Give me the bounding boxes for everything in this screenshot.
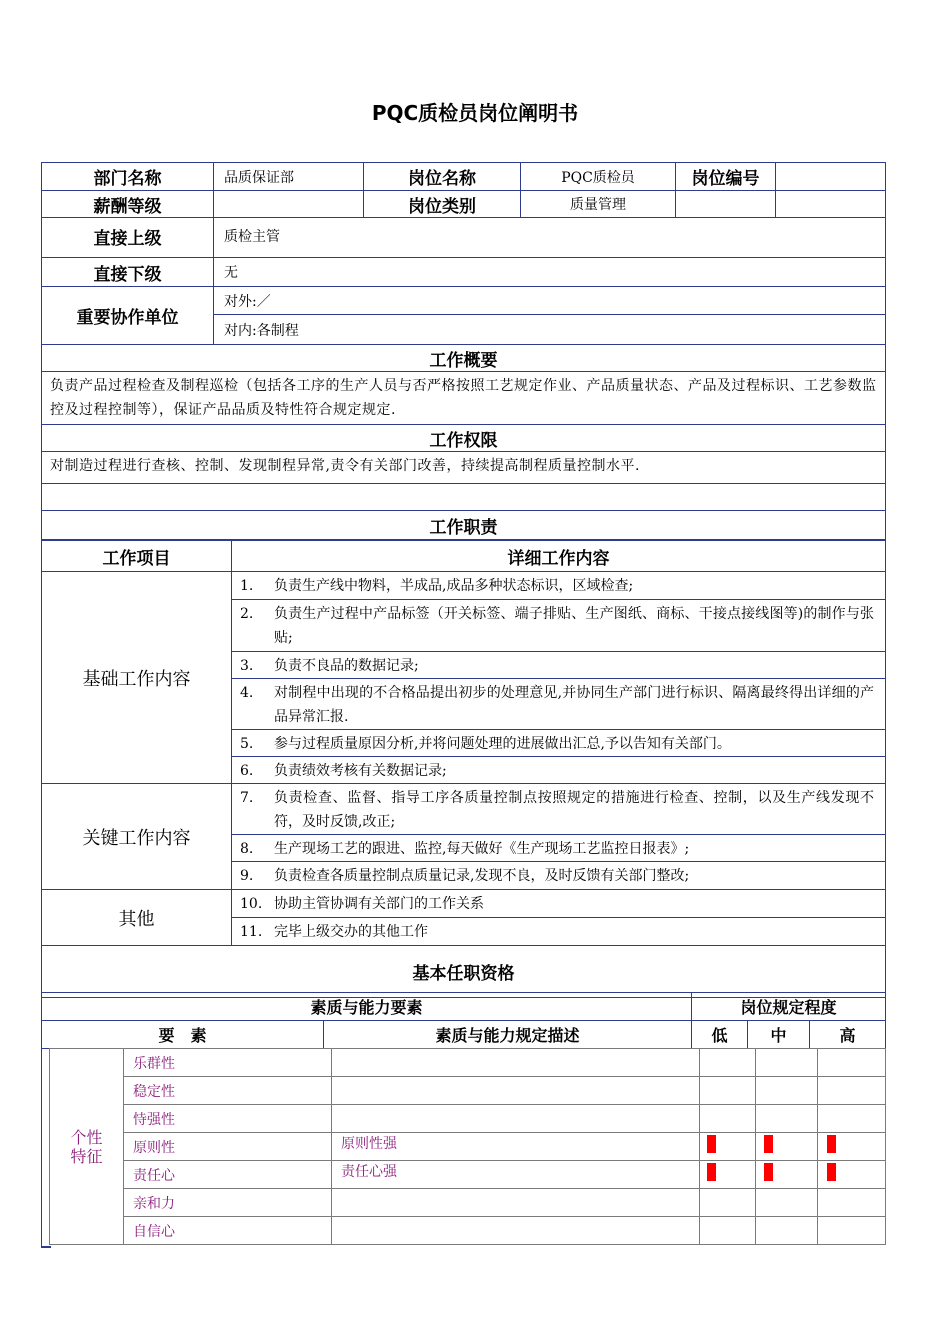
duty-item: 11. 完毕上级交办的其他工作 [232, 918, 886, 946]
element-desc [332, 1189, 700, 1217]
personality-table [49, 1048, 886, 1245]
coop-label: 重要协作单位 [42, 287, 214, 345]
degree-mark [827, 1135, 836, 1153]
dept-label: 部门名称 [42, 163, 214, 191]
coop-external: 对外:／ [214, 287, 886, 315]
col-element: 要 素 [42, 1021, 324, 1049]
col-high: 高 [810, 1021, 886, 1049]
degree-mark [764, 1135, 773, 1153]
col-ability: 素质与能力要素 [42, 993, 692, 1021]
post-name-value: PQC质检员 [521, 163, 676, 191]
coop-internal: 对内:各制程 [214, 315, 886, 345]
element-name: 乐群性 [124, 1049, 332, 1077]
duty-item: 2. 负责生产过程中产品标签（开关标签、端子排贴、生产图纸、商标、干接点接线图等)的制作与张贴; [232, 600, 886, 652]
overview-title: 工作概要 [42, 345, 886, 372]
group-other: 其他 [42, 890, 232, 946]
blank-row [42, 484, 886, 511]
qualifications-title: 基本任职资格 [42, 946, 886, 998]
duties-title: 工作职责 [42, 511, 886, 540]
element-name: 自信心 [124, 1217, 332, 1245]
post-type-label: 岗位类别 [364, 191, 521, 218]
post-no-label: 岗位编号 [676, 163, 776, 191]
duty-item: 4. 对制程中出现的不合格品提出初步的处理意见,并协同生产部门进行标识、隔离最终得出详细的产品异常汇报. [232, 679, 886, 730]
subordinate-value: 无 [214, 258, 886, 287]
element-desc [332, 1049, 700, 1077]
salary-value [214, 191, 364, 218]
col-work-detail: 详细工作内容 [232, 541, 886, 572]
degree-mark [764, 1163, 773, 1181]
element-desc [332, 1105, 700, 1133]
duty-item: 9. 负责检查各质量控制点质量记录,发现不良，及时反馈有关部门整改; [232, 862, 886, 890]
superior-label: 直接上级 [42, 218, 214, 258]
duties-table [41, 540, 886, 998]
superior-value: 质检主管 [214, 218, 886, 258]
col-degree: 岗位规定程度 [692, 993, 886, 1021]
post-no-value [776, 163, 886, 191]
page-title: PQC质检员岗位阐明书 [371, 101, 579, 125]
group-basic: 基础工作内容 [42, 572, 232, 784]
qualifications-header [41, 992, 886, 1049]
authority-text: 对制造过程进行查核、控制、发现制程异常,责令有关部门改善，持续提高制程质量控制水平. [42, 452, 886, 484]
post-name-label: 岗位名称 [364, 163, 521, 191]
duty-item: 7. 负责检查、监督、指导工序各质量控制点按照规定的措施进行检查、控制，以及生产线发现不符，及时反馈,改正; [232, 784, 886, 835]
duty-item: 6. 负责绩效考核有关数据记录; [232, 757, 886, 784]
dept-value: 品质保证部 [214, 163, 364, 191]
subordinate-label: 直接下级 [42, 258, 214, 287]
overview-text: 负责产品过程检查及制程巡检（包括各工序的生产人员与否严格按照工艺规定作业、产品质量状态、产品及过程标识、工艺参数监控及过程控制等），保证产品品质及特性符合规定规定. [42, 372, 886, 425]
duty-item: 1. 负责生产线中物料，半成品,成品多种状态标识，区域检查; [232, 572, 886, 600]
col-mid: 中 [748, 1021, 810, 1049]
degree-mark [707, 1135, 716, 1153]
duty-item: 8. 生产现场工艺的跟进、监控,每天做好《生产现场工艺监控日报表》; [232, 835, 886, 862]
degree-mark [827, 1163, 836, 1181]
duty-item: 5. 参与过程质量原因分析,并将问题处理的进展做出汇总,予以告知有关部门。 [232, 730, 886, 757]
element-desc: 原则性强 [332, 1133, 700, 1161]
element-desc: 责任心强 [332, 1161, 700, 1189]
duty-item: 3. 负责不良品的数据记录; [232, 652, 886, 679]
group-personality: 个性 特征 [50, 1049, 124, 1245]
salary-label: 薪酬等级 [42, 191, 214, 218]
col-desc: 素质与能力规定描述 [324, 1021, 692, 1049]
post-type-value: 质量管理 [521, 191, 676, 218]
element-name: 原则性 [124, 1133, 332, 1161]
element-name: 恃强性 [124, 1105, 332, 1133]
duty-item: 10. 协助主管协调有关部门的工作关系 [232, 890, 886, 918]
element-name: 责任心 [124, 1161, 332, 1189]
col-low: 低 [692, 1021, 748, 1049]
job-description-table [41, 162, 886, 540]
element-name: 稳定性 [124, 1077, 332, 1105]
degree-mark [707, 1163, 716, 1181]
authority-title: 工作权限 [42, 425, 886, 452]
group-key: 关键工作内容 [42, 784, 232, 890]
col-work-item: 工作项目 [42, 541, 232, 572]
element-desc [332, 1077, 700, 1105]
element-desc [332, 1217, 700, 1245]
element-name: 亲和力 [124, 1189, 332, 1217]
